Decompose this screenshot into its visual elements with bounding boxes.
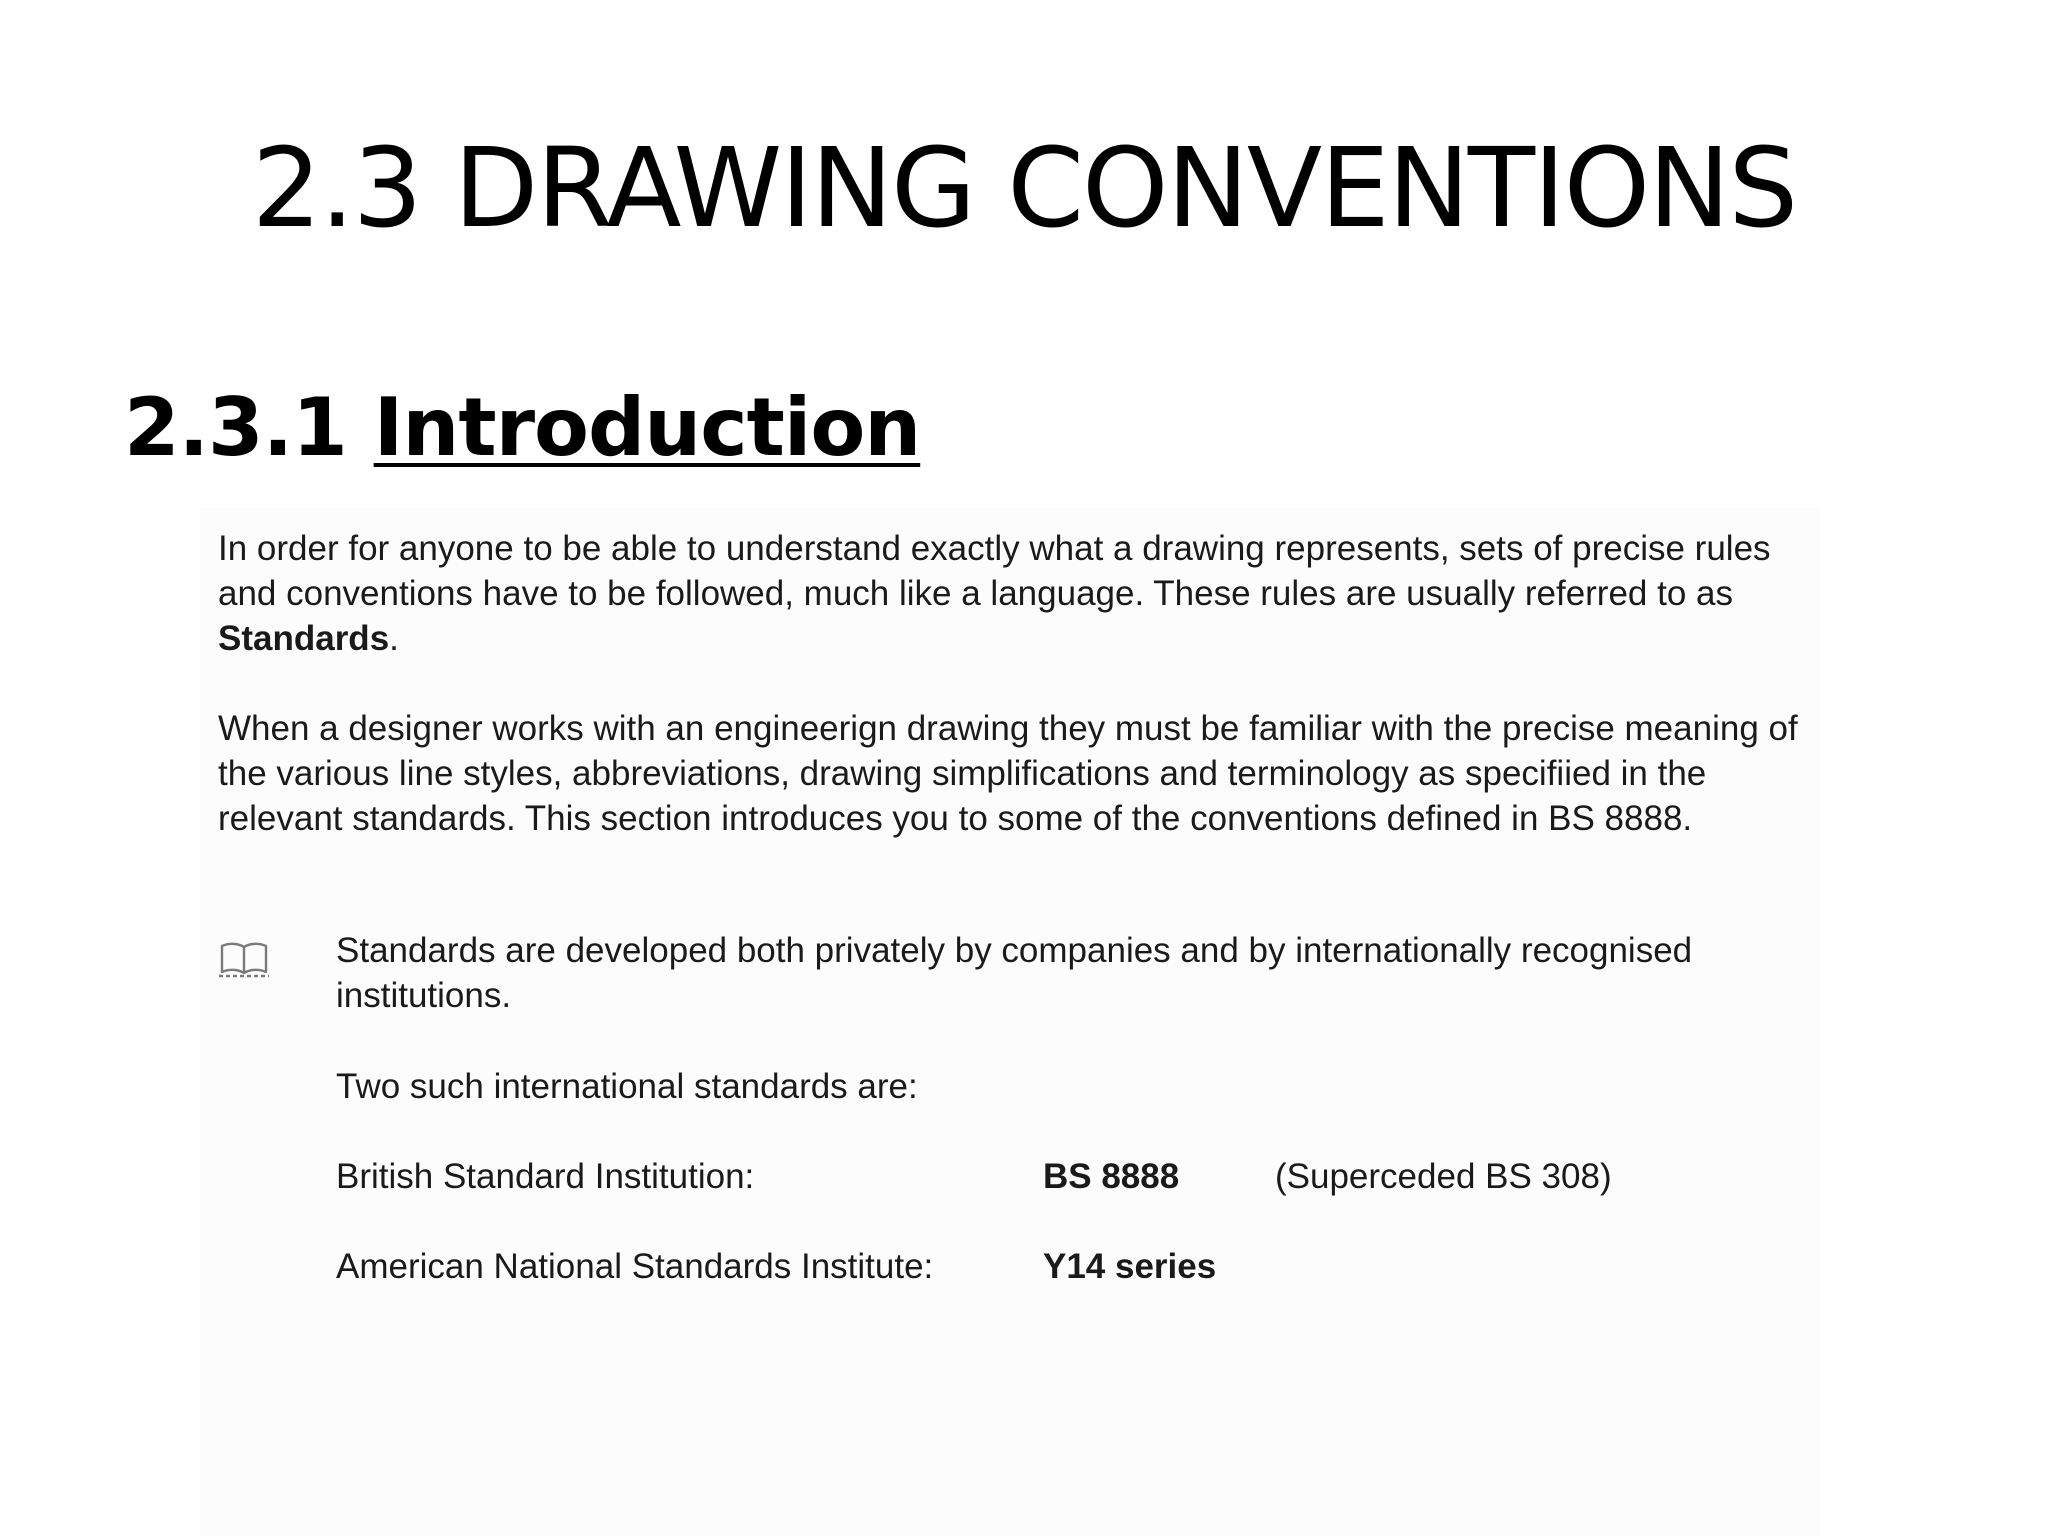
standard-row-ansi <box>336 1244 1776 1289</box>
intro-paragraph <box>218 526 1818 661</box>
standard-row-bsi <box>336 1154 1776 1199</box>
section-name: Introduction <box>373 381 921 474</box>
section-heading <box>124 381 921 474</box>
standards-intro: Two such international standards are: <box>336 1067 918 1106</box>
book-icon <box>218 940 270 978</box>
standard-code: BS 8888 <box>1043 1157 1180 1196</box>
standard-code: Y14 series <box>1043 1247 1217 1286</box>
scanned-text-excerpt <box>200 508 1820 1536</box>
intro-paragraph-text: In order for anyone to be able to understand exactly what a drawing represents, sets of precise rules and conventions have to be followed, much like a language. These rules are usually referred to as <box>218 529 1771 613</box>
designer-paragraph: When a designer works with an engineerign drawing they must be familiar with the precise meaning of the various line styles, abbreviations, drawing simplifications and terminology as specifiied in the relevant standards. This section introduces you to some of the conventions defined in BS 8888. <box>218 709 1798 838</box>
intro-paragraph-end: . <box>389 619 399 658</box>
slide-title: 2.3 DRAWING CONVENTIONS <box>251 124 1797 252</box>
standards-term: Standards <box>218 619 390 658</box>
standard-organisation: British Standard Institution: <box>336 1157 755 1196</box>
note-text: Standards are developed both privately by companies and by internationally recognised institutions. <box>336 931 1693 1015</box>
section-number: 2.3.1 <box>124 381 347 474</box>
standard-remark: (Superceded BS 308) <box>1275 1157 1612 1196</box>
standard-organisation: American National Standards Institute: <box>336 1247 934 1286</box>
